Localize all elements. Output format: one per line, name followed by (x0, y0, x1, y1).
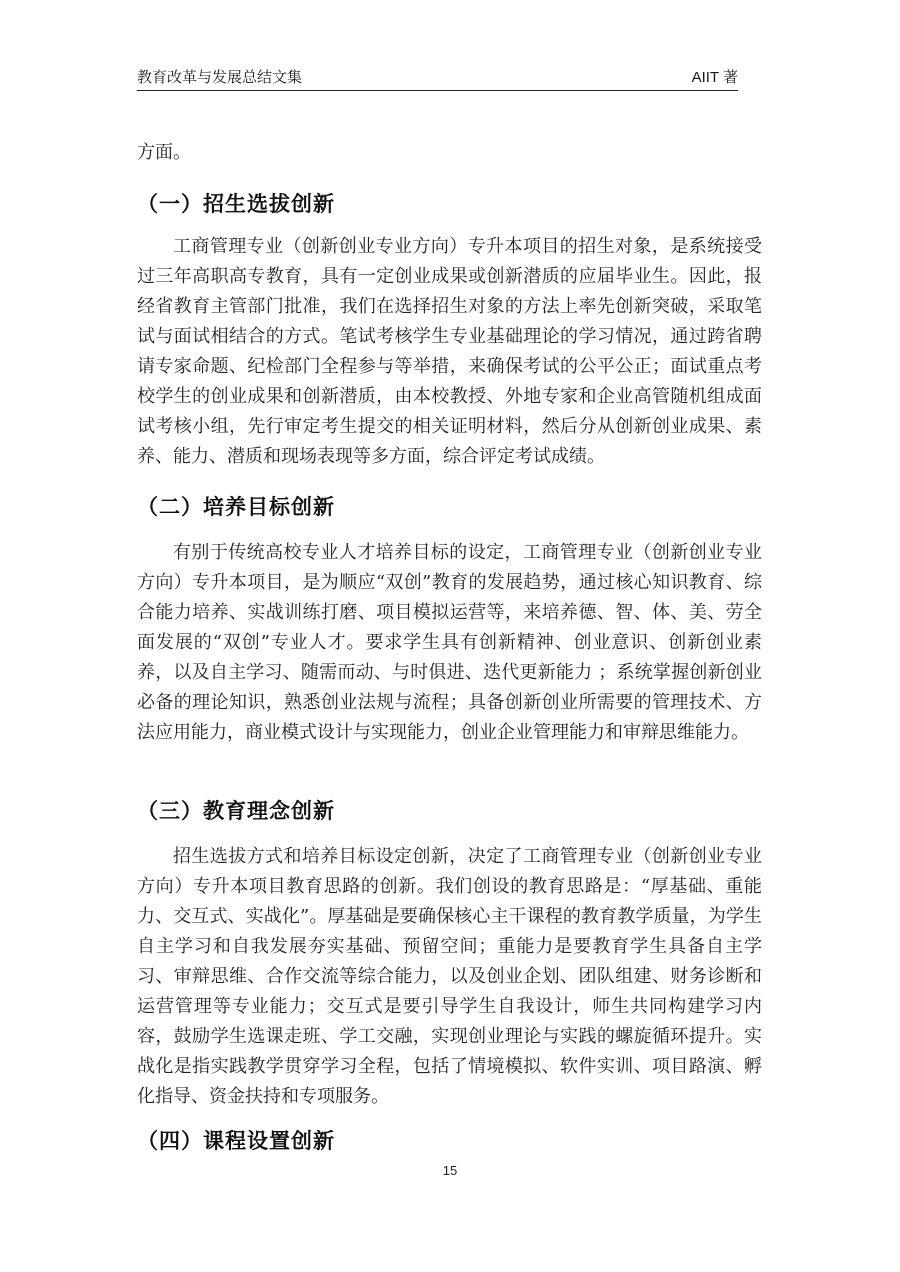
section-heading-4: （四）课程设置创新 (137, 1129, 335, 1153)
section-heading-3: （三）教育理念创新 (137, 799, 335, 823)
section-body-2 (137, 538, 762, 748)
section-heading-2: （二）培养目标创新 (137, 495, 335, 519)
header-publisher: AIIT 著 (691, 69, 738, 86)
header-title: 教育改革与发展总结文集 (137, 68, 303, 86)
section-paragraph-3: 招生选拔方式和培养目标设定创新，决定了工商管理专业（创新创业专业方向）专升本项目教育思路的创新。我们创设的教育思路是：“厚基础、重能力、交互式、实战化”。厚基础是要确保核心主干课程的教育教学质量，为学生自主学习和自我发展夯实基础、预留空间；重能力是要教育学生具备自主学习、审辩思维、合作交流等综合能力，以及创业企划、团队组建、财务诊断和运营管理等专业能力；交互式是要引导学生自我设计，师生共同构建学习内容，鼓励学生选课走班、学工交融，实现创业理论与实践的螺旋循环提升。实战化是指实践教学贯穿学习全程，包括了情境模拟、软件实训、项目路演、孵化指导、资金扶持和专项服务。 (137, 846, 762, 1107)
intro-text (137, 138, 762, 168)
section-heading-1: （一）招生选拔创新 (137, 192, 335, 216)
section-body-3 (137, 842, 762, 1112)
intro-line: 方面。 (137, 142, 191, 163)
page-header (137, 66, 738, 91)
section-body-1 (137, 232, 762, 472)
section-paragraph-1: 工商管理专业（创新创业专业方向）专升本项目的招生对象，是系统接受过三年高职高专教育，具有一定创业成果或创新潜质的应届毕业生。因此，报经省教育主管部门批准，我们在选择招生对象的方法上率先创新突破，采取笔试与面试相结合的方式。笔试考核学生专业基础理论的学习情况，通过跨省聘请专家命题、纪检部门全程参与等举措，来确保考试的公平公正；面试重点考校学生的创业成果和创新潜质，由本校教授、外地专家和企业高管随机组成面试考核小组，先行审定考生提交的相关证明材料，然后分从创新创业成果、素养、能力、潜质和现场表现等多方面，综合评定考试成绩。 (137, 236, 762, 467)
section-paragraph-2: 有别于传统高校专业人才培养目标的设定，工商管理专业（创新创业专业方向）专升本项目，是为顺应“双创”教育的发展趋势，通过核心知识教育、综合能力培养、实战训练打磨、项目模拟运营等，来培养德、智、体、美、劳全面发展的“双创”专业人才。要求学生具有创新精神、创业意识、创新创业素养，以及自主学习、随需而动、与时俱进、迭代更新能力 ；系统掌握创新创业必备的理论知识，熟悉创业法规与流程；具备创新创业所需要的管理技术、方法应用能力，商业模式设计与实现能力，创业企业管理能力和审辩思维能力。 (137, 542, 762, 743)
page-number: 15 (442, 1163, 458, 1178)
